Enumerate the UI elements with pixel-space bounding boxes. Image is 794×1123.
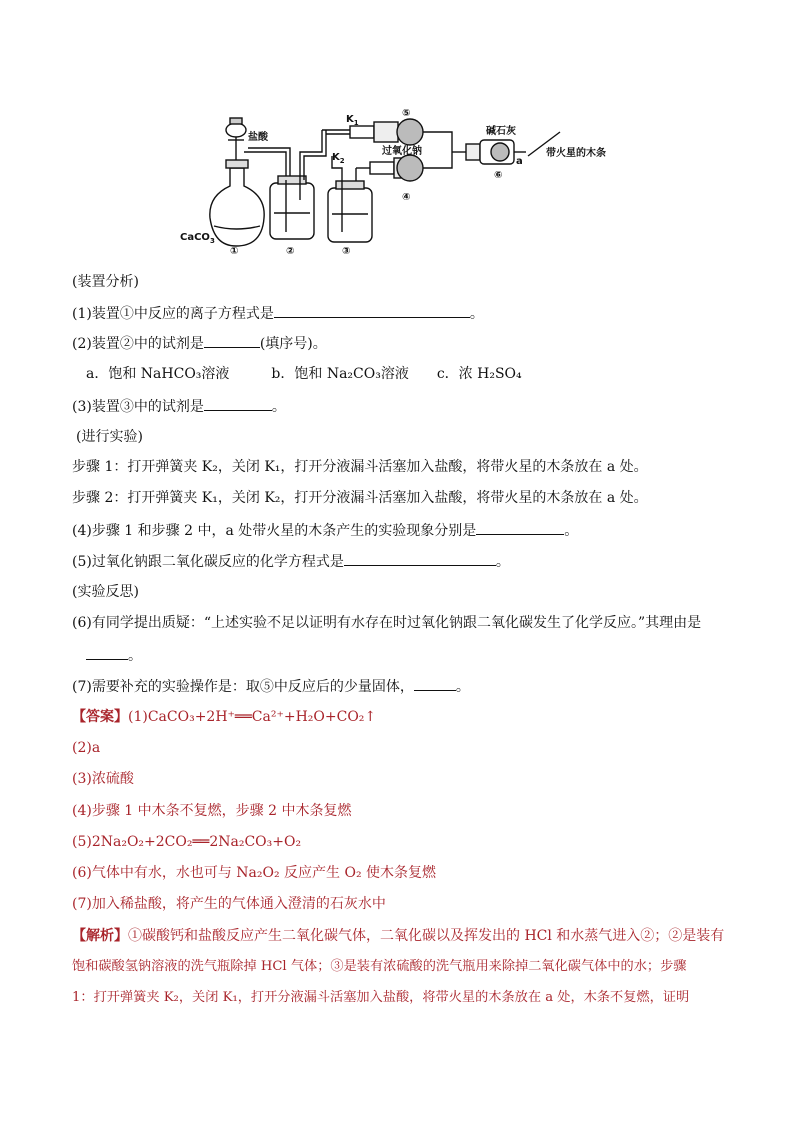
apparatus-diagram: [170, 108, 730, 258]
label-na2o2: 过氧化钠: [382, 146, 422, 157]
question-2-options: a．饱和 NaHCO₃溶液 b．饱和 Na₂CO₃溶液 c．浓 H₂SO₄: [86, 366, 522, 382]
section-heading-experiment: (进行实验): [76, 429, 143, 445]
answer-2: (2)a: [72, 740, 101, 756]
question-1: (1)装置①中反应的离子方程式是 。: [72, 303, 484, 324]
label-n3: ③: [342, 246, 351, 257]
label-caco3: CaCO$_3$: [180, 232, 215, 245]
section-heading-analysis: (装置分析): [72, 274, 139, 290]
question-2: (2)装置②中的试剂是 (填序号)。: [72, 333, 327, 354]
answer-6: (6)气体中有水，水也可与 Na₂O₂ 反应产生 O₂ 使木条复燃: [72, 865, 437, 881]
label-k1: $K_1$: [346, 114, 359, 127]
answer-5: (5)2Na₂O₂+2CO₂══2Na₂CO₃+O₂: [72, 834, 302, 850]
answer-4: (4)步骤 1 中木条不复燃，步骤 2 中木条复燃: [72, 803, 352, 819]
question-4: (4)步骤 1 和步骤 2 中，a 处带火星的木条产生的实验现象分别是 。: [72, 520, 578, 541]
question-3: (3)装置③中的试剂是 。: [72, 396, 286, 417]
answer-1: 【答案】(1)CaCO₃+2H⁺══Ca²⁺+H₂O+CO₂↑: [72, 709, 377, 725]
label-soda-lime: 碱石灰: [486, 126, 516, 137]
label-n1: ①: [230, 246, 239, 257]
analysis-line-2: 饱和碳酸氢钠溶液的洗气瓶除掉 HCl 气体；③是装有浓硫酸的洗气瓶用来除掉二氧化碳气体中的水；步骤: [72, 959, 687, 974]
question-7: (7)需要补充的实验操作是：取⑤中反应后的少量固体， 。: [72, 676, 470, 697]
analysis-line-1: 【解析】①碳酸钙和盐酸反应产生二氧化碳气体，二氧化碳以及挥发出的 HCl 和水蒸气进入②；②是装有: [72, 928, 725, 944]
analysis-line-3: 1：打开弹簧夹 K₂，关闭 K₁，打开分液漏斗活塞加入盐酸，将带火星的木条放在 a 处，木条不复燃，证明: [72, 990, 690, 1005]
question-6: (6)有同学提出质疑：“上述实验不足以证明有水存在时过氧化钠跟二氧化碳发生了化学反应。”其理由是: [72, 615, 702, 631]
answer-7: (7)加入稀盐酸，将产生的气体通入澄清的石灰水中: [72, 896, 386, 912]
label-n4: ④: [402, 192, 411, 203]
label-n2: ②: [286, 246, 295, 257]
label-point-a: a: [516, 156, 523, 167]
label-n5: ⑤: [402, 108, 411, 119]
section-heading-reflection: (实验反思): [72, 584, 139, 600]
step-1: 步骤 1：打开弹簧夹 K₂，关闭 K₁，打开分液漏斗活塞加入盐酸，将带火星的木条放在 a 处。: [72, 459, 648, 475]
answer-3: (3)浓硫酸: [72, 771, 134, 787]
label-acid: 盐酸: [248, 132, 268, 143]
label-k2: $K_2$: [332, 152, 345, 165]
label-n6: ⑥: [494, 170, 503, 181]
step-2: 步骤 2：打开弹簧夹 K₁，关闭 K₂，打开分液漏斗活塞加入盐酸，将带火星的木条放在 a 处。: [72, 490, 648, 506]
question-6-blank: 。: [86, 645, 142, 666]
question-5: (5)过氧化钠跟二氧化碳反应的化学方程式是 。: [72, 551, 510, 572]
label-splint: 带火星的木条: [546, 148, 606, 159]
